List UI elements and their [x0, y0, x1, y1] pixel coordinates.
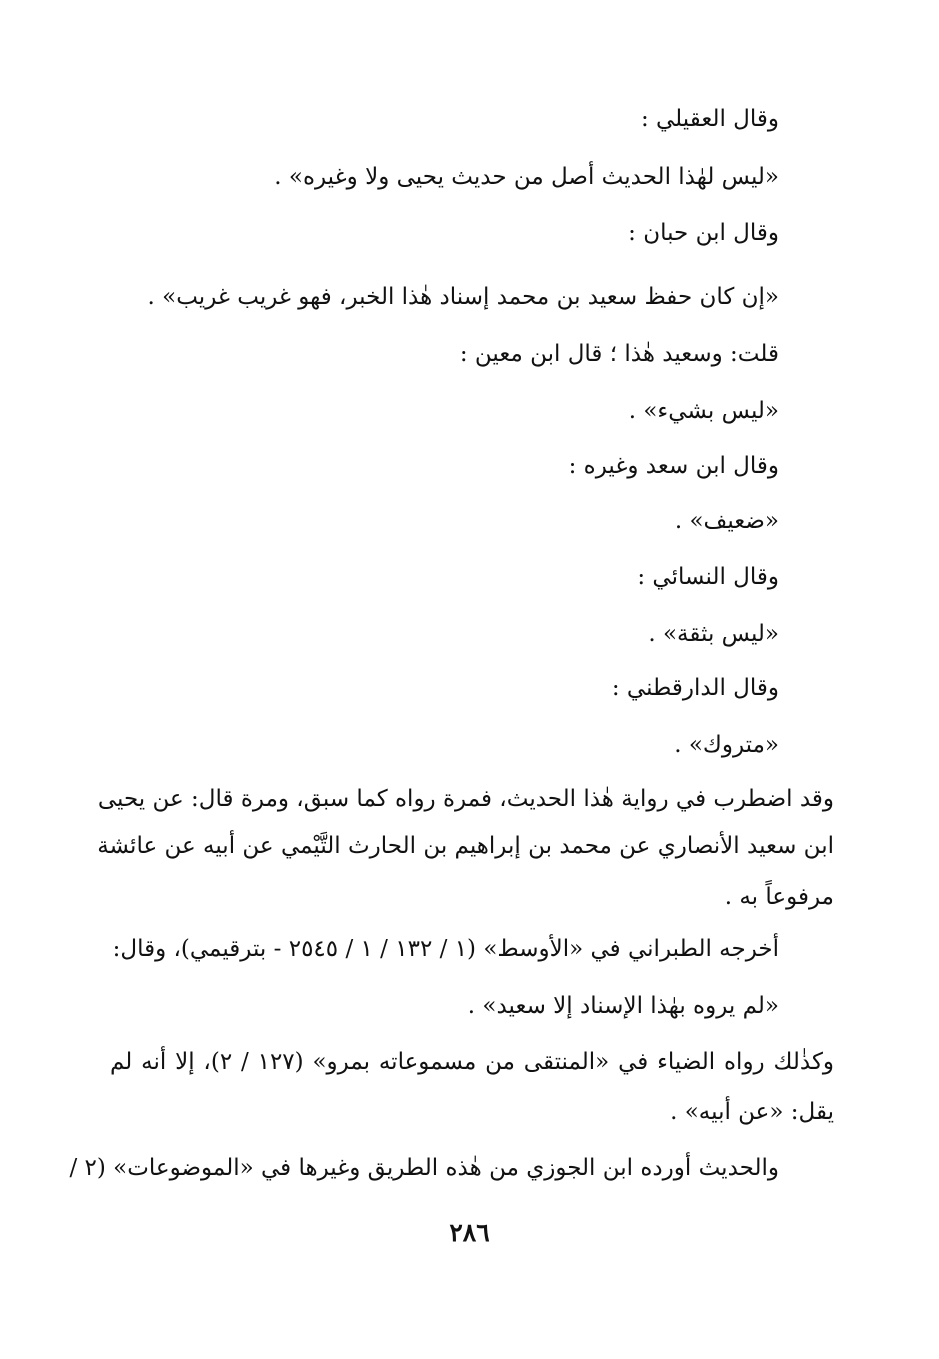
text-line-13: وقد اضطرب في رواية هٰذا الحديث، فمرة رواه كما سبق، ومرة قال: عن يحيى: [97, 786, 834, 812]
text-line-12: «متروك» .: [674, 732, 779, 758]
text-line-19: يقل: «عن أبيه» .: [670, 1099, 834, 1125]
text-line-18: وكذٰلك رواه الضياء في «المنتقى من مسموعاته بمرو» (١٢٧ / ٢)، إلا أنه لم: [110, 1049, 834, 1075]
text-line-3: وقال ابن حبان :: [628, 220, 779, 246]
text-line-20: والحديث أورده ابن الجوزي من هٰذه الطريق وغيرها في «الموضوعات» (٢ /: [69, 1155, 779, 1181]
text-line-15: مرفوعاً به .: [724, 884, 834, 910]
text-line-16: أخرجه الطبراني في «الأوسط» (١ / ١٣٢ / ١ / ٢٥٤٥ - بترقيمي)، وقال:: [112, 936, 779, 962]
text-line-10: «ليس بثقة» .: [648, 621, 779, 647]
page-number: ٢٨٦: [449, 1218, 490, 1247]
text-line-17: «لم يروه بهٰذا الإسناد إلا سعيد» .: [467, 993, 779, 1019]
text-line-11: وقال الدارقطني :: [611, 675, 779, 701]
text-line-8: «ضعيف» .: [674, 508, 779, 534]
text-line-4: «إن كان حفظ سعيد بن محمد إسناد هٰذا الخبر، فهو غريب غريب» .: [147, 284, 779, 310]
text-line-6: «ليس بشيء» .: [628, 398, 779, 424]
text-line-1: وقال العقيلي :: [640, 106, 779, 132]
text-line-5: قلت: وسعيد هٰذا ؛ قال ابن معين :: [459, 341, 779, 367]
text-line-2: «ليس لهٰذا الحديث أصل من حديث يحيى ولا وغيره» .: [274, 164, 779, 190]
text-line-7: وقال ابن سعد وغيره :: [568, 453, 779, 479]
text-line-14: ابن سعيد الأنصاري عن محمد بن إبراهيم بن الحارث التَّيْمي عن أبيه عن عائشة: [97, 833, 834, 859]
text-line-9: وقال النسائي :: [637, 564, 779, 590]
